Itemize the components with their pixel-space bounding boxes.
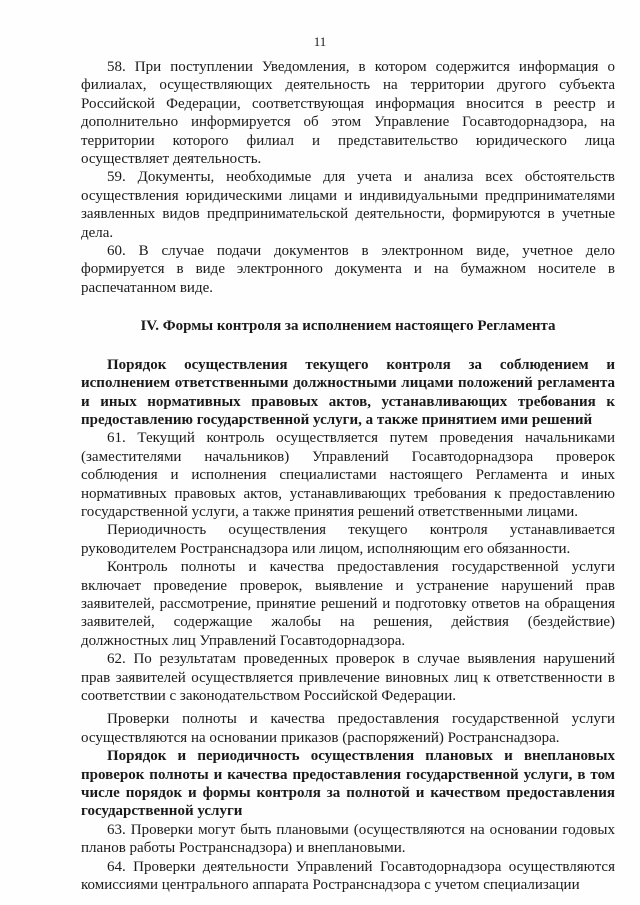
subheading-planned-checks: Порядок и периодичность осуществления плановых и внеплановых проверок полноты и качества предоставления государственной услуги, в том числе порядок и формы контроля за полнотой и качеством предоставления государственной услуги: [81, 748, 615, 820]
paragraph-periodicity: Периодичность осуществления текущего контроля устанавливается руководителем Ространснадзора или лицом, исполняющим его обязанности.: [81, 522, 615, 557]
paragraph-58: 58. При поступлении Уведомления, в котором содержится информация о филиалах, осуществляющих деятельность на территории другого субъекта Российской Федерации, соответствующая информация вносится в реестр и дополнительно информируется об этом Управление Госавтодорнадзора, на территории которого филиал и представительство юридического лица осуществляет деятельность.: [81, 59, 615, 168]
paragraph-control-quality: Контроль полноты и качества предоставления государственной услуги включает проведение проверок, выявление и устранение нарушений прав заявителей, рассмотрение, принятие решений и подготовку ответов на обращения заявителей, содержащие жалобы на решения, действия (бездействие) должностных лиц Управлений Госавтодорнадзора.: [81, 559, 615, 649]
section-heading: IV. Формы контроля за исполнением настоящего Регламента: [140, 318, 556, 335]
paragraph-62: 62. По результатам проведенных проверок в случае выявления нарушений прав заявителей осуществляется привлечение виновных лиц к ответственности в соответствии с законодательством Российской Федерации.: [81, 651, 615, 704]
paragraph-checks-basis: Проверки полноты и качества предоставления государственной услуги осуществляются на основании приказов (распоряжений) Ространснадзора.: [81, 711, 615, 746]
document-body: [81, 58, 615, 894]
paragraph-59: 59. Документы, необходимые для учета и анализа всех обстоятельств осуществления юридическими лицами и индивидуальными предпринимателями заявленных видов предпринимательской деятельности, формируются в учетные дела.: [81, 169, 615, 241]
paragraph-64: 64. Проверки деятельности Управлений Госавтодорнадзора осуществляются комиссиями центрального аппарата Ространснадзора с учетом специализации: [81, 858, 615, 894]
paragraph-63: 63. Проверки могут быть плановыми (осуществляются на основании годовых планов работы Ространснадзора) и внеплановыми.: [81, 821, 615, 857]
paragraph-60: 60. В случае подачи документов в электронном виде, учетное дело формируется в виде электронного документа и на бумажном носителе в распечатанном виде.: [81, 243, 615, 296]
page-number: 11: [313, 34, 327, 49]
subheading-current-control: Порядок осуществления текущего контроля за соблюдением и исполнением ответственными должностными лицами положений регламента и иных нормативных правовых актов, устанавливающих требования к предоставлению государственной услуги, а также принятием ими решений: [81, 356, 615, 428]
paragraph-61: 61. Текущий контроль осуществляется путем проведения начальниками (заместителями начальников) Управлений Госавтодорнадзора проверок соблюдения и исполнения специалистами настоящего Регламента и иных нормативных правовых актов, устанавливающих требования к предоставлению государственной услуги, а также принятия решений ответственными лицами.: [81, 430, 615, 520]
